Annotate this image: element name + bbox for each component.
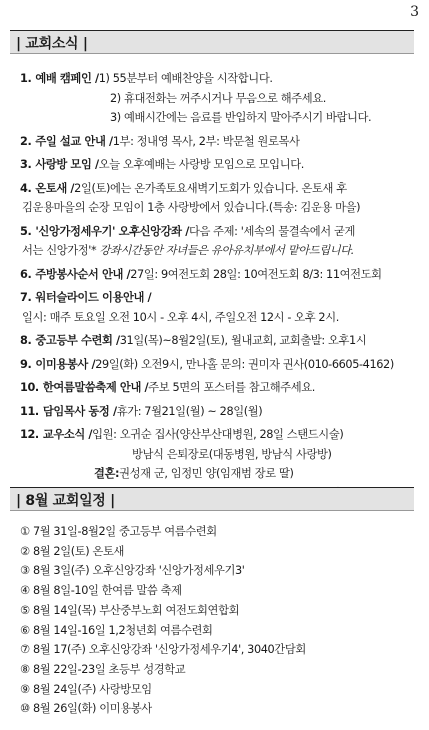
schedule-item: ③ 8월 3일(주) 오후신앙강좌 '신앙가정세우기3' <box>20 564 245 578</box>
news-item-4-line2: 김운용마을의 순장 모임이 1층 사랑방에서 있습니다.(특송: 김운용 마을) <box>22 201 361 214</box>
schedule-item: ⑦ 8월 17(주) 오후신앙강좌 '신앙가정세우기4', 3040간담회 <box>20 643 306 657</box>
news-item-10: 10. 한여름말씀축제 안내 / 주보 5면의 포스터를 참고해주세요. <box>20 381 315 394</box>
news-item-4: 4. 온토새 / 2일(토)에는 온가족토요새벽기도회가 있습니다. 온토새 후 <box>20 181 347 195</box>
august-schedule-title: | 8월 교회일정 | <box>16 493 115 509</box>
news-item-12-line3: 결혼: 권성재 군, 임정민 양(임재범 장로 딸) <box>94 467 294 480</box>
august-schedule-list <box>20 522 420 719</box>
schedule-item: ① 7월 31일-8월2일 중고등부 여름수련회 <box>20 525 217 538</box>
news-item-1-line2: 2) 휴대전화는 꺼주시거나 무음으로 해주세요. <box>110 91 326 105</box>
news-item-12: 12. 교우소식 / 입원: 오귀순 집사(양산부산대병원, 28일 스탠드시술) <box>20 428 344 441</box>
schedule-item: ⑩ 8월 26일(화) 이미용봉사 <box>20 702 152 716</box>
news-item-11: 11. 담임목사 동정 / 휴가: 7월21일(월) ~ 28일(월) <box>20 404 263 418</box>
schedule-item: ⑤ 8월 14일(목) 부산중부노회 여전도회연합회 <box>20 603 240 617</box>
schedule-item: ⑨ 8월 24일(주) 사랑방모임 <box>20 682 152 696</box>
schedule-item: ④ 8월 8일-10일 한여름 말씀 축제 <box>20 584 182 598</box>
news-item-7: 7. 워터슬라이드 이용안내 / <box>20 291 152 304</box>
news-item-9: 9. 이미용봉사 / 29일(화) 오전9시, 만나홀 문의: 권미자 권사(010-6605-4162) <box>20 357 394 371</box>
news-item-1-line3: 3) 예배시간에는 음료를 반입하지 말아주시기 바랍니다. <box>110 111 372 124</box>
schedule-item: ② 8월 2일(토) 온토새 <box>20 544 124 558</box>
news-item-2: 2. 주일 설교 안내 / 1부: 정내영 목사, 2부: 박문철 원로목사 <box>20 134 300 148</box>
news-item-7-line2: 일시: 매주 토요일 오전 10시 - 오후 4시, 주일오전 12시 - 오후 2시. <box>22 310 339 324</box>
church-news-title: | 교회소식 | <box>16 36 88 52</box>
news-item-5-line2: 서는 신앙가정' * 강좌시간동안 자녀들은 유아유치부에서 맡아드립니다. <box>22 244 354 257</box>
schedule-item: ⑧ 8월 22일-23일 초등부 성경학교 <box>20 662 186 676</box>
news-item-3: 3. 사랑방 모임 / 오늘 오후예배는 사랑방 모임으로 모입니다. <box>20 158 304 171</box>
schedule-item: ⑥ 8월 14일-16일 1,2청년회 여름수련회 <box>20 623 213 637</box>
news-item-8: 8. 중고등부 수련회 / 31일(목)~8월2일(토), 월내교회, 교회출발: 오후1시 <box>20 334 367 347</box>
church-news-list <box>20 69 420 503</box>
news-item-1: 1. 예배 캠페인 / 1) 55분부터 예배찬양을 시작합니다. <box>20 72 273 85</box>
news-item-5: 5. '신앙가정세우기' 오후신앙강좌 / 다음 주제: '세속의 물결속에서 굳게 <box>20 224 355 238</box>
august-schedule-header <box>10 487 414 511</box>
news-item-12-line2: 방남식 은퇴장로(대동병원, 방남식 사랑방) <box>132 447 332 461</box>
page-number: 3 <box>410 4 419 20</box>
church-news-header <box>10 30 414 54</box>
news-item-6: 6. 주방봉사순서 안내 / 27일: 9여전도회 28일: 10여전도회 8/3: 11여전도회 <box>20 267 382 281</box>
